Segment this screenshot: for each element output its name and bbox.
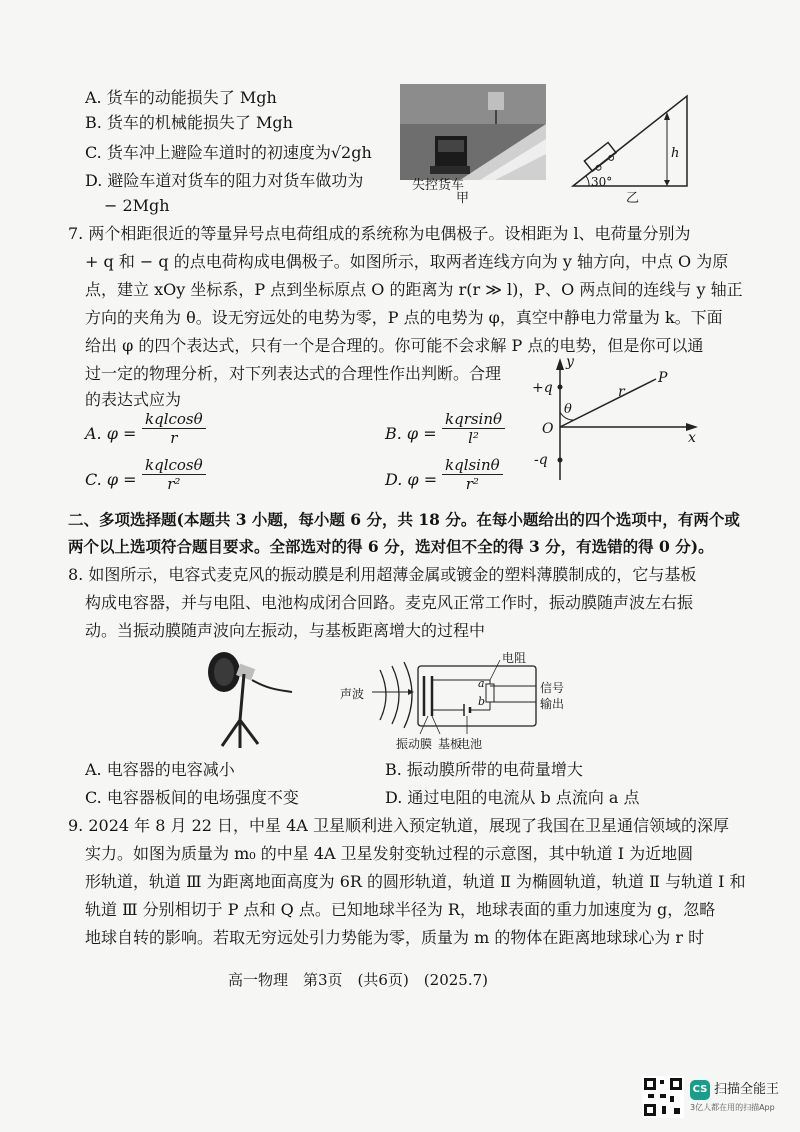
scanner-app-logo-icon: CS bbox=[690, 1080, 710, 1100]
q8-line-1: 8. 如图所示，电容式麦克风的振动膜是利用超薄金属或镀金的塑料薄膜制成的，它与基板 bbox=[68, 565, 697, 584]
incline-angle: 30° bbox=[591, 175, 613, 189]
resistor-icon bbox=[486, 684, 494, 702]
point-a-label: a bbox=[478, 677, 485, 690]
y-axis-arrow-icon bbox=[556, 358, 564, 370]
q7-option-c-prefix: C. φ = bbox=[85, 470, 137, 489]
q7-option-b-prefix: B. φ = bbox=[385, 424, 437, 443]
q8-option-b: B. 振动膜所带的电荷量增大 bbox=[385, 760, 583, 779]
q7-line-5: 给出 φ 的四个表达式，只有一个是合理的。你可能不会求解 P 点的电势，但是你可以通 bbox=[85, 336, 704, 355]
truck-caption: 失控货车 bbox=[412, 178, 465, 193]
q9-line-3: 形轨道，轨道 Ⅲ 为距离地面高度为 6R 的圆形轨道，轨道 Ⅱ 为椭圆轨道，轨道 Ⅱ 与轨道 Ⅰ 和 bbox=[85, 872, 746, 891]
q8-circuit-figure bbox=[340, 650, 580, 750]
scanner-app-name: 扫描全能王 bbox=[714, 1082, 780, 1097]
q6-option-a: A. 货车的动能损失了 Mgh bbox=[85, 88, 277, 107]
q7-option-b-fraction bbox=[442, 410, 505, 447]
q9-line-1: 9. 2024 年 8 月 22 日，中星 4A 卫星顺利进入预定轨道，展现了我国在卫星通信领域的深厚 bbox=[68, 816, 729, 835]
incline-height: h bbox=[671, 146, 680, 161]
fraction-denominator: l² bbox=[468, 429, 479, 447]
fraction-denominator: r² bbox=[167, 475, 181, 493]
fraction-denominator: r bbox=[170, 429, 178, 447]
q9-line-2: 实力。如图为质量为 m₀ 的中星 4A 卫星发射变轨过程的示意图，其中轨道 Ⅰ 为近地圆 bbox=[85, 844, 694, 863]
q6-option-d-line2: − 2Mgh bbox=[104, 196, 170, 215]
fraction-numerator: kqlcosθ bbox=[142, 456, 206, 475]
q8-line-2: 构成电容器，并与电阻、电池构成闭合回路。麦克风正常工作时，振动膜随声波左右振 bbox=[85, 593, 694, 612]
q9-line-4: 轨道 Ⅲ 分别相切于 P 点和 Q 点。已知地球半径为 R，地球表面的重力加速度为 g，忽略 bbox=[85, 900, 716, 919]
signal-label-2: 输出 bbox=[540, 697, 565, 711]
membrane-label: 振动膜 bbox=[396, 737, 433, 751]
fig-origin-label: O bbox=[542, 421, 554, 437]
q7-line-1: 7. 两个相距很近的等量异号点电荷组成的系统称为电偶极子。设相距为 l、电荷量分别为 bbox=[68, 224, 691, 243]
q7-option-d-prefix: D. φ = bbox=[385, 470, 438, 489]
section2-header-line1: 二、多项选择题(本题共 3 小题，每小题 6 分，共 18 分。在每小题给出的四个选项中，有两个或 bbox=[68, 510, 740, 529]
q7-line-2: + q 和 − q 的点电荷构成电偶极子。如图所示，取两者连线方向为 y 轴方向，中点 O 为原 bbox=[85, 252, 729, 271]
fig-minus-q-label: -q bbox=[534, 452, 548, 468]
q8-option-d: D. 通过电阻的电流从 b 点流向 a 点 bbox=[385, 788, 640, 807]
resistor-label: 电阻 bbox=[502, 651, 527, 665]
scanner-app-tagline: 3亿人都在用的扫描App bbox=[690, 1103, 775, 1112]
fig-plus-q-label: +q bbox=[532, 380, 553, 396]
q6-figure-yi bbox=[565, 92, 700, 204]
fraction-numerator: kqlcosθ bbox=[142, 410, 206, 429]
figure-jia-label: 甲 bbox=[456, 191, 470, 206]
signal-label-1: 信号 bbox=[540, 681, 565, 695]
sound-wave-label: 声波 bbox=[340, 687, 365, 701]
fraction-numerator: kqrsinθ bbox=[442, 410, 505, 429]
q6-option-c: C. 货车冲上避险车道时的初速度为√2gh bbox=[85, 143, 372, 162]
q8-option-a: A. 电容器的电容减小 bbox=[85, 760, 235, 779]
q6-option-b: B. 货车的机械能损失了 Mgh bbox=[85, 113, 293, 132]
figure-yi-label: 乙 bbox=[626, 191, 640, 206]
battery-label: 电池 bbox=[458, 737, 483, 751]
base-plate-label: 基板 bbox=[438, 737, 463, 751]
page-footer: 高一物理 第3页 (共6页) (2025.7) bbox=[228, 971, 488, 989]
q7-line-7: 的表达式应为 bbox=[85, 390, 182, 409]
op-line bbox=[560, 379, 656, 427]
fig-y-label: y bbox=[566, 354, 574, 370]
q7-dipole-figure bbox=[528, 350, 708, 490]
section2-header-line2: 两个以上选项符合题目要求。全部选对的得 6 分，选对但不全的得 3 分，有选错的得 0 分)。 bbox=[68, 537, 714, 556]
q8-line-3: 动。当振动膜随声波向左振动，与基板距离增大的过程中 bbox=[85, 621, 486, 640]
qr-code-icon bbox=[642, 1076, 684, 1118]
q9-line-5: 地球自转的影响。若取无穷远处引力势能为零，质量为 m 的物体在距离地球球心为 r 时 bbox=[85, 928, 705, 947]
microphone-icon bbox=[200, 650, 310, 750]
q7-line-4: 方向的夹角为 θ。设无穷远处的电势为零，P 点的电势为 φ，真空中静电力常量为 k。下面 bbox=[85, 308, 723, 327]
fig-r-label: r bbox=[618, 384, 625, 400]
sound-wave-arc bbox=[380, 670, 386, 720]
q7-option-a-fraction bbox=[142, 410, 206, 447]
sound-wave-arc bbox=[392, 666, 399, 724]
q7-line-3: 点，建立 xOy 坐标系，P 点到坐标原点 O 的距离为 r(r ≫ l)，P、O 两点间的连线与 y 轴正 bbox=[85, 280, 743, 299]
q7-option-a-prefix: A. φ = bbox=[85, 424, 137, 443]
q6-figure-jia bbox=[400, 84, 546, 196]
fig-theta-label: θ bbox=[564, 402, 572, 417]
fraction-numerator: kqlsinθ bbox=[442, 456, 503, 475]
truck-block-icon bbox=[584, 142, 618, 173]
fig-p-label: P bbox=[658, 370, 668, 386]
minus-charge-dot bbox=[558, 458, 563, 463]
mic-housing bbox=[418, 666, 536, 726]
fig-x-label: x bbox=[688, 430, 696, 446]
q8-option-c: C. 电容器板间的电场强度不变 bbox=[85, 788, 299, 807]
q7-option-d-fraction bbox=[442, 456, 503, 493]
q7-line-6: 过一定的物理分析，对下列表达式的合理性作出判断。合理 bbox=[85, 364, 502, 383]
plus-charge-dot bbox=[558, 385, 563, 390]
point-b-label: b bbox=[478, 695, 486, 708]
q6-option-d-line1: D. 避险车道对货车的阻力对货车做功为 bbox=[85, 171, 364, 190]
q7-option-c-fraction bbox=[142, 456, 206, 493]
fraction-denominator: r² bbox=[465, 475, 479, 493]
scanner-watermark bbox=[642, 1076, 792, 1124]
